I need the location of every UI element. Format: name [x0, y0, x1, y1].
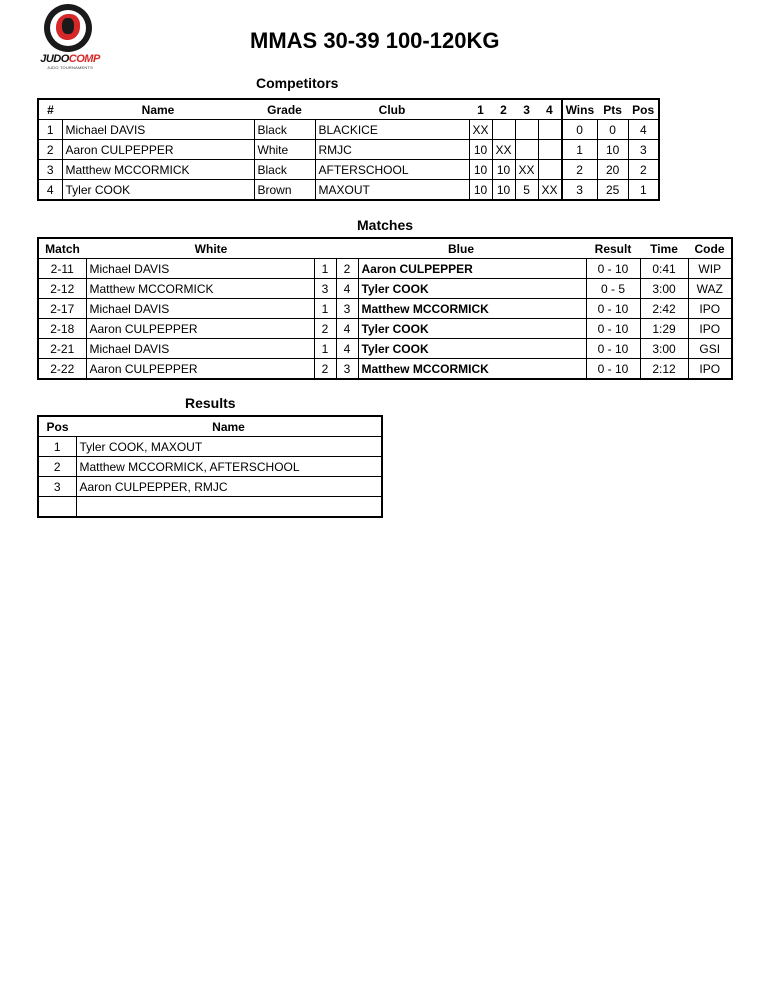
col-header: Result: [594, 241, 632, 256]
cell: 2-21: [38, 339, 86, 359]
cell: Tyler COOK: [358, 339, 586, 359]
cell: 4: [336, 319, 358, 339]
logo-wordmark: JUDOCOMP: [40, 53, 100, 65]
cell: 0: [597, 120, 628, 140]
table-row: [38, 497, 382, 518]
cell: 20: [597, 160, 628, 180]
col-header: Pos: [632, 102, 655, 117]
cell: Michael DAVIS: [86, 299, 314, 319]
cell: Matthew MCCORMICK: [62, 160, 254, 180]
cell: 10: [469, 160, 492, 180]
competitors-heading: Competitors: [256, 75, 339, 91]
matches-heading: Matches: [357, 217, 414, 233]
cell: IPO: [688, 299, 732, 319]
cell: Tyler COOK: [62, 180, 254, 201]
col-header: Code: [694, 241, 725, 256]
cell: AFTERSCHOOL: [315, 160, 469, 180]
cell: White: [254, 140, 315, 160]
cell: 1: [314, 339, 336, 359]
matches-header-row: [38, 238, 732, 259]
table-row: [38, 120, 659, 140]
cell: 2-18: [38, 319, 86, 339]
table-row: [38, 259, 732, 279]
results-heading: Results: [185, 395, 236, 411]
cell: Matthew MCCORMICK, AFTERSCHOOL: [76, 457, 382, 477]
cell: [76, 497, 382, 518]
cell: Michael DAVIS: [86, 259, 314, 279]
cell: 3: [562, 180, 598, 201]
competitors-header-row: [38, 99, 659, 120]
cell: XX: [515, 160, 538, 180]
cell: 10: [597, 140, 628, 160]
cell: 2-11: [38, 259, 86, 279]
cell: 0 - 10: [586, 359, 640, 380]
table-row: [38, 319, 732, 339]
col-header: 4: [545, 102, 553, 117]
col-header: Grade: [267, 102, 302, 117]
matches-table: [37, 237, 733, 380]
cell: 1: [628, 180, 659, 201]
logo-emblem-icon: [44, 4, 92, 52]
table-row: [38, 160, 659, 180]
cell: 3:00: [640, 339, 688, 359]
cell: 3: [38, 477, 76, 497]
judocomp-logo: [38, 4, 102, 70]
cell: 10: [492, 180, 515, 201]
cell: [492, 120, 515, 140]
cell: 1:29: [640, 319, 688, 339]
col-header: Wins: [562, 99, 598, 120]
cell: Matthew MCCORMICK: [358, 299, 586, 319]
cell: [538, 120, 562, 140]
col-header: 1: [477, 102, 484, 117]
cell: 3: [38, 160, 62, 180]
cell: Michael DAVIS: [86, 339, 314, 359]
cell: XX: [492, 140, 515, 160]
cell: Aaron CULPEPPER: [358, 259, 586, 279]
col-header: Name: [141, 102, 175, 117]
cell: 2:12: [640, 359, 688, 380]
cell: 2: [38, 457, 76, 477]
cell: 1: [314, 299, 336, 319]
col-header: #: [47, 102, 54, 117]
cell: 0 - 10: [586, 299, 640, 319]
cell: 3: [314, 279, 336, 299]
cell: IPO: [688, 319, 732, 339]
cell: [538, 160, 562, 180]
cell: 10: [469, 140, 492, 160]
cell: [515, 120, 538, 140]
logo-subtitle: JUDO TOURNAMENTS: [47, 65, 93, 70]
cell: 0 - 10: [586, 339, 640, 359]
cell: XX: [469, 120, 492, 140]
cell: Aaron CULPEPPER: [86, 359, 314, 380]
cell: 4: [336, 279, 358, 299]
cell: Michael DAVIS: [62, 120, 254, 140]
cell: 2-12: [38, 279, 86, 299]
cell: Tyler COOK: [358, 279, 586, 299]
cell: GSI: [688, 339, 732, 359]
cell: 4: [628, 120, 659, 140]
cell: 2: [314, 319, 336, 339]
cell: 0:41: [640, 259, 688, 279]
competitors-table: [37, 98, 660, 201]
cell: [38, 497, 76, 518]
cell: 3: [336, 299, 358, 319]
cell: Tyler COOK, MAXOUT: [76, 437, 382, 457]
table-row: [38, 279, 732, 299]
cell: Aaron CULPEPPER, RMJC: [76, 477, 382, 497]
results-header-row: [38, 416, 382, 437]
cell: MAXOUT: [315, 180, 469, 201]
col-header: Match: [45, 241, 80, 256]
col-header: Time: [650, 241, 678, 256]
cell: 10: [469, 180, 492, 201]
results-table: [37, 415, 383, 518]
cell: BLACKICE: [315, 120, 469, 140]
cell: 2: [38, 140, 62, 160]
cell: Brown: [254, 180, 315, 201]
cell: 0 - 5: [586, 279, 640, 299]
cell: Matthew MCCORMICK: [358, 359, 586, 380]
cell: Black: [254, 160, 315, 180]
cell: Aaron CULPEPPER: [86, 319, 314, 339]
page-title: MMAS 30-39 100-120KG: [250, 28, 500, 53]
cell: [538, 140, 562, 160]
table-row: [38, 299, 732, 319]
cell: 25: [597, 180, 628, 201]
cell: 4: [38, 180, 62, 201]
cell: 2:42: [640, 299, 688, 319]
cell: 0 - 10: [586, 259, 640, 279]
cell: 0 - 10: [586, 319, 640, 339]
cell: 4: [336, 339, 358, 359]
cell: 2: [314, 359, 336, 380]
col-header: 2: [500, 102, 507, 117]
cell: WAZ: [688, 279, 732, 299]
cell: Tyler COOK: [358, 319, 586, 339]
col-header: Blue: [447, 241, 474, 256]
col-header: Pos: [38, 416, 76, 437]
cell: XX: [538, 180, 562, 201]
cell: Aaron CULPEPPER: [62, 140, 254, 160]
cell: 1: [562, 140, 598, 160]
cell: 0: [562, 120, 598, 140]
col-header: Name: [76, 416, 382, 437]
table-row: [38, 457, 382, 477]
table-row: [38, 359, 732, 380]
cell: 10: [492, 160, 515, 180]
cell: 3: [336, 359, 358, 380]
cell: 2-17: [38, 299, 86, 319]
cell: RMJC: [315, 140, 469, 160]
cell: Matthew MCCORMICK: [86, 279, 314, 299]
table-row: [38, 140, 659, 160]
table-row: [38, 437, 382, 457]
cell: 2-22: [38, 359, 86, 380]
cell: 5: [515, 180, 538, 201]
cell: 1: [38, 120, 62, 140]
cell: 2: [336, 259, 358, 279]
cell: Black: [254, 120, 315, 140]
col-header: Club: [378, 102, 406, 117]
cell: WIP: [688, 259, 732, 279]
col-header: Pts: [603, 102, 622, 117]
cell: [515, 140, 538, 160]
col-header: 3: [523, 102, 530, 117]
cell: 2: [562, 160, 598, 180]
table-row: [38, 180, 659, 201]
cell: 3:00: [640, 279, 688, 299]
cell: IPO: [688, 359, 732, 380]
cell: 1: [38, 437, 76, 457]
cell: 1: [314, 259, 336, 279]
col-header: White: [194, 241, 228, 256]
table-row: [38, 477, 382, 497]
cell: 3: [628, 140, 659, 160]
table-row: [38, 339, 732, 359]
cell: 2: [628, 160, 659, 180]
